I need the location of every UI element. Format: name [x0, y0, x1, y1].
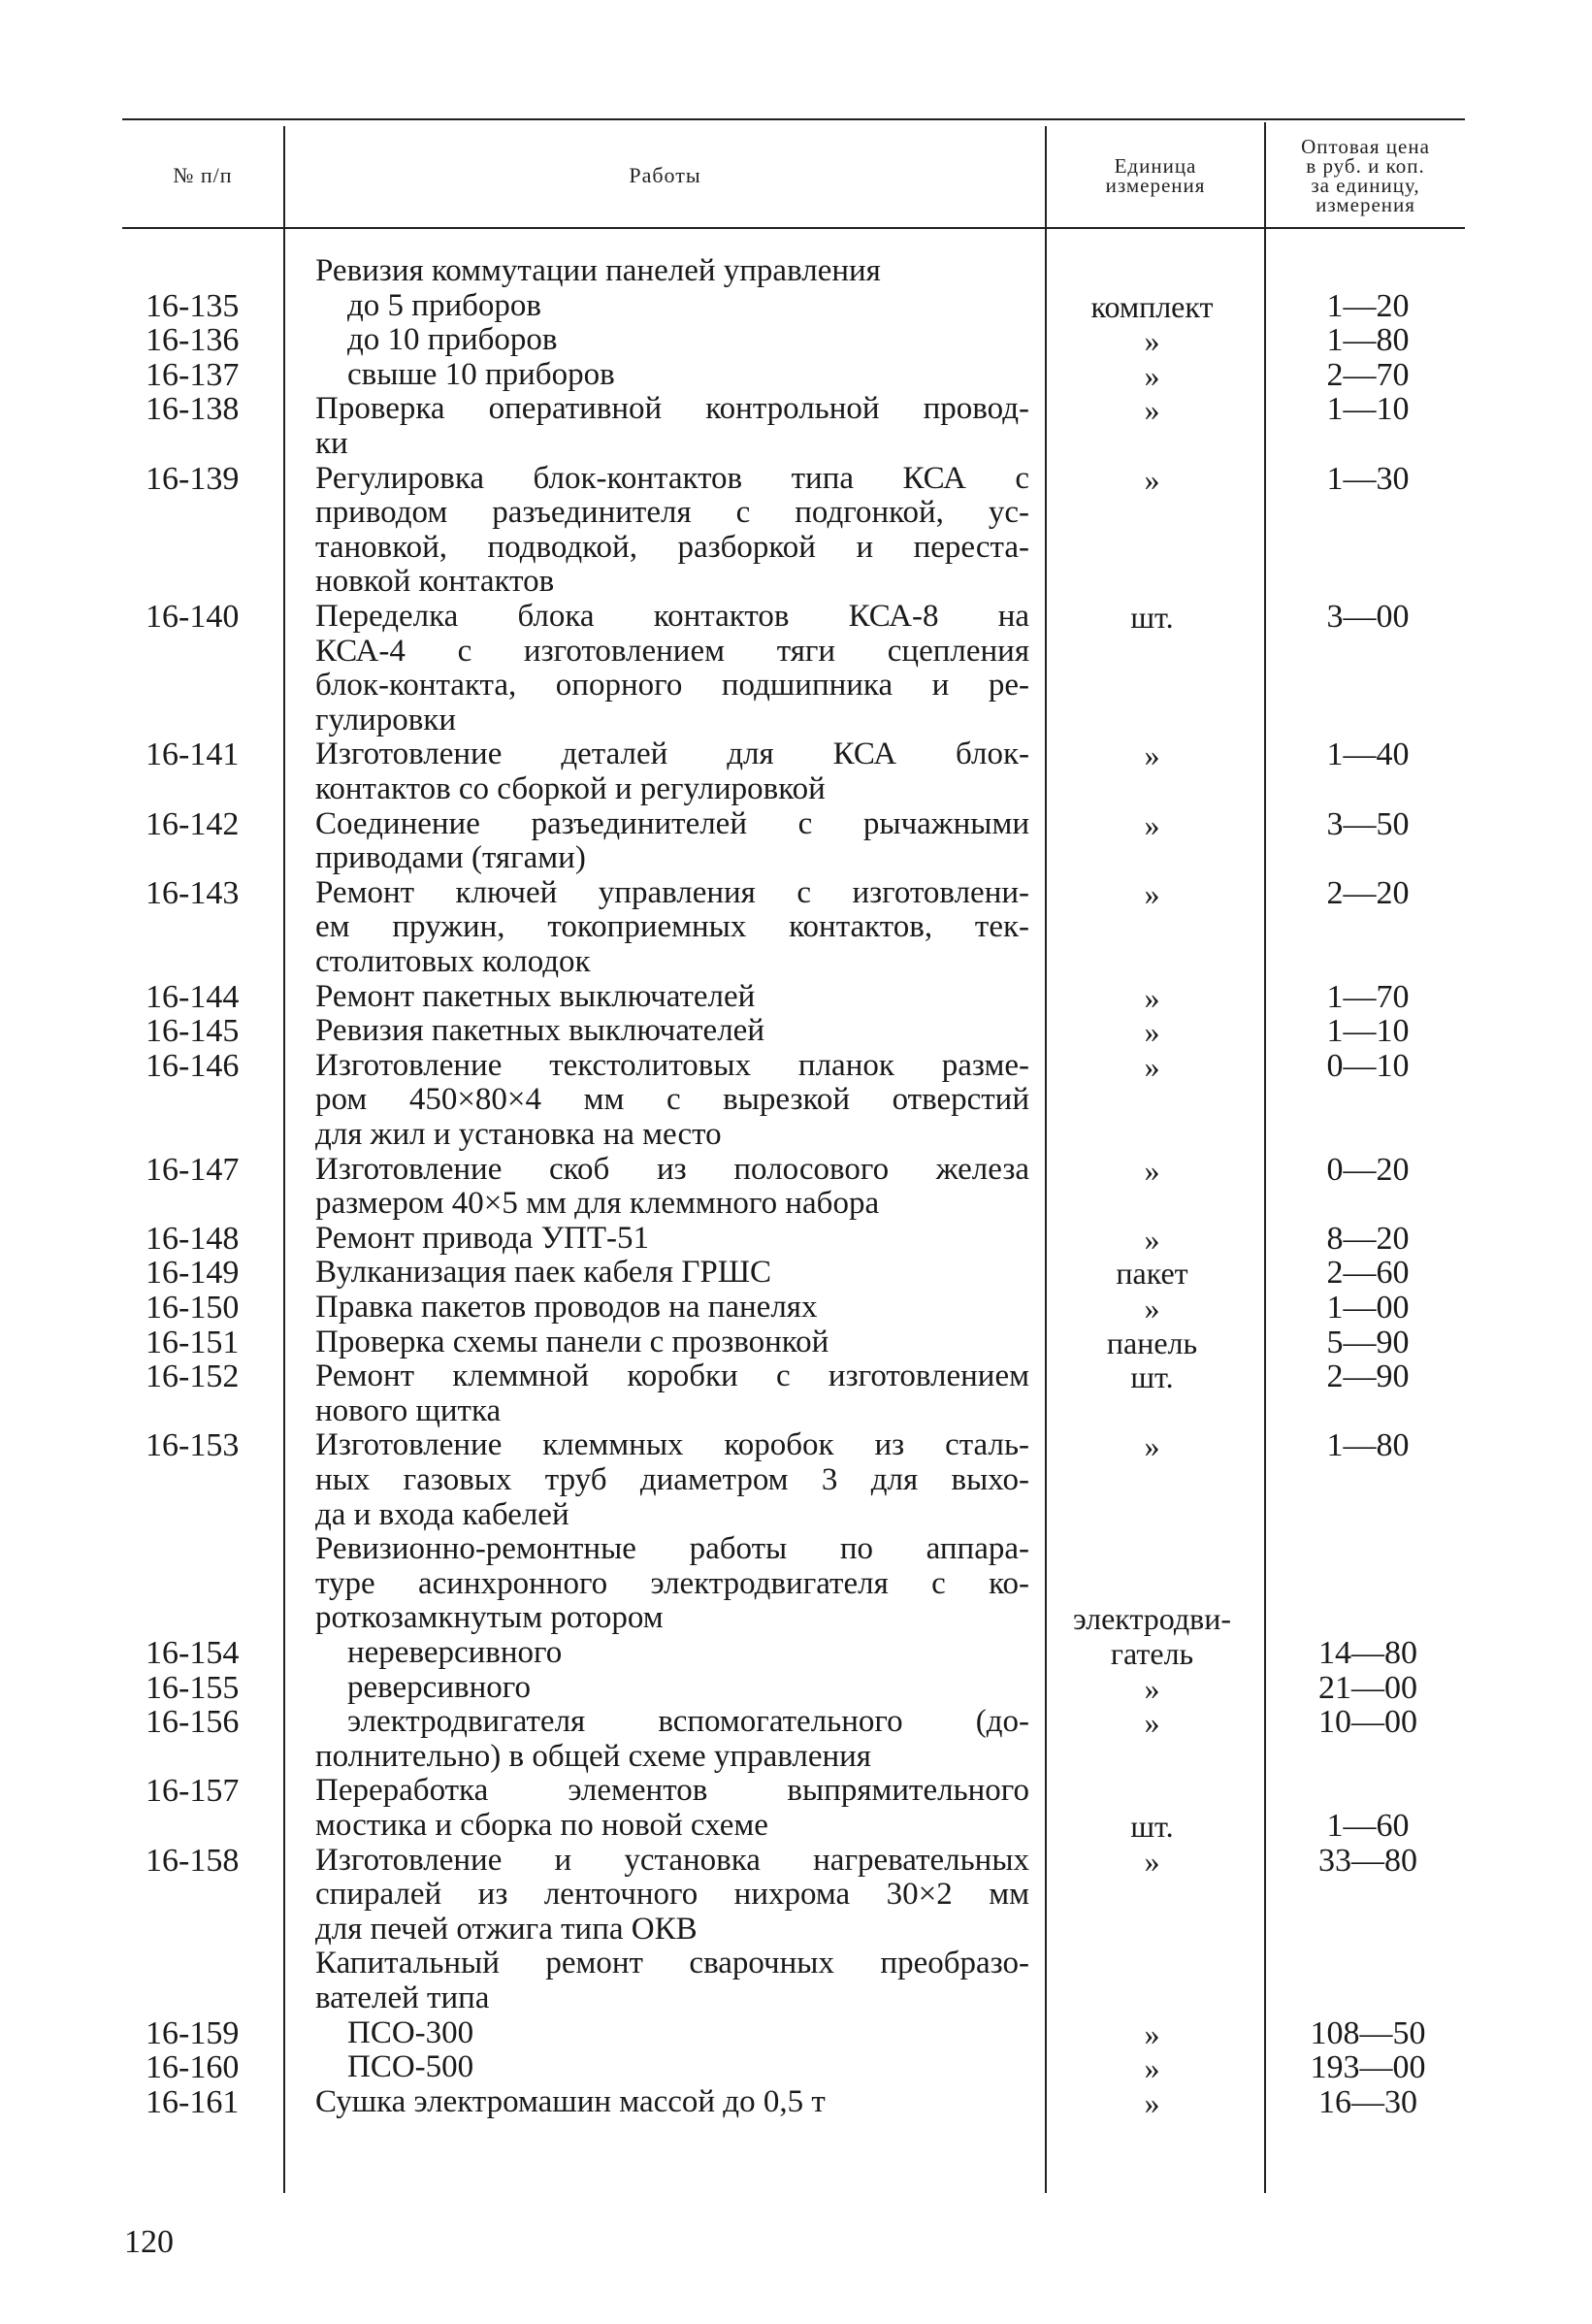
row-work-description — [315, 1774, 1029, 1843]
row-work-line: Правка пакетов проводов на панелях — [315, 1290, 818, 1325]
row-work-description — [315, 2050, 1029, 2085]
row-number: 16-141 — [146, 736, 240, 773]
row-number: 16-136 — [146, 322, 240, 359]
row-number: 16-158 — [146, 1842, 240, 1879]
row-work-description — [315, 1947, 1029, 2015]
row-number: 16-159 — [146, 2014, 240, 2051]
row-work-line: Капитальный ремонт сварочных преобразо- — [315, 1946, 1029, 1981]
row-work-description — [315, 1222, 1029, 1257]
row-number: 16-138 — [146, 391, 240, 428]
row-work-description — [315, 1359, 1029, 1428]
row-unit: » — [1144, 1428, 1160, 1464]
row-number: 16-152 — [146, 1358, 240, 1395]
row-work-description — [315, 254, 1029, 289]
row-work-line: контактов со сборкой и регулировкой — [315, 770, 826, 806]
row-price: 1—40 — [1326, 736, 1410, 773]
row-work-line: приводом разъединителя с подгонкой, ус- — [315, 495, 1029, 531]
row-unit: » — [1144, 1014, 1160, 1050]
row-work-line: размером 40×5 мм для клеммного набора — [315, 1186, 880, 1222]
row-work-line: электродвигателя вспомогательного (до- — [347, 1704, 1029, 1740]
row-work-description — [315, 358, 1029, 393]
row-work-line: ПСО-500 — [347, 2049, 474, 2085]
row-number: 16-140 — [146, 599, 240, 635]
row-unit: » — [1144, 357, 1160, 393]
row-work-line: тановкой, подводкой, разборкой и переста- — [315, 529, 1029, 565]
row-work-description — [315, 2016, 1029, 2051]
row-price: 2—70 — [1326, 356, 1410, 393]
row-work-line: столитовых колодок — [315, 943, 591, 979]
row-unit: шт. — [1130, 1359, 1174, 1395]
row-number: 16-147 — [146, 1151, 240, 1188]
header-unit-line-1: Единица — [1114, 154, 1197, 178]
row-unit: » — [1144, 1048, 1160, 1084]
row-work-description — [315, 2085, 1029, 2120]
row-number: 16-156 — [146, 1704, 240, 1741]
row-work-line: блок-контакта, опорного подшипника и ре- — [315, 668, 1029, 704]
row-unit: » — [1144, 1843, 1160, 1879]
row-work-line: Ревизия коммутации панелей управления — [315, 253, 881, 288]
row-price: 1—10 — [1326, 1013, 1410, 1050]
row-number: 16-161 — [146, 2083, 240, 2120]
row-price: 108—50 — [1310, 2014, 1426, 2051]
row-work-line: Ремонт привода УПТ-51 — [315, 1220, 650, 1256]
row-number: 16-142 — [146, 805, 240, 842]
row-work-description — [315, 1014, 1029, 1049]
row-work-line: Изготовление скоб из полосового железа — [315, 1151, 1029, 1187]
row-number: 16-151 — [146, 1324, 240, 1360]
row-unit: шт. — [1130, 1808, 1174, 1844]
row-work-line: нового щитка — [315, 1392, 502, 1428]
row-number: 16-137 — [146, 356, 240, 393]
row-work-description — [315, 1671, 1029, 1706]
header-price-line-2: в руб. и коп. — [1306, 154, 1425, 178]
row-work-line: Ремонт ключей управления с изготовлени- — [315, 874, 1029, 910]
row-work-line: Соединение разъединителей с рычажными — [315, 805, 1029, 841]
row-number: 16-144 — [146, 978, 240, 1015]
row-number: 16-160 — [146, 2049, 240, 2086]
row-work-line: полнительно) в общей схеме управления — [315, 1738, 871, 1774]
row-number: 16-139 — [146, 460, 240, 497]
row-work-line: спиралей из ленточного нихрома 30×2 мм — [315, 1877, 1029, 1913]
row-work-line: Изготовление клеммных коробок из сталь- — [315, 1427, 1029, 1463]
row-work-line: Регулировка блок-контактов типа КСА с — [315, 460, 1029, 496]
row-work-description — [315, 1532, 1029, 1636]
row-price: 1—60 — [1326, 1807, 1410, 1844]
row-price: 2—90 — [1326, 1358, 1410, 1395]
row-work-description — [315, 1153, 1029, 1222]
row-unit: » — [1144, 875, 1160, 911]
row-unit: » — [1144, 2015, 1160, 2051]
row-work-description — [315, 1636, 1029, 1671]
row-work-line: ром 450×80×4 мм с вырезкой отверстий — [315, 1082, 1029, 1118]
row-unit: » — [1144, 1670, 1160, 1706]
row-work-line: Изготовление и установка нагревательных — [315, 1842, 1029, 1878]
row-unit: электродви- гатель — [1072, 1601, 1232, 1672]
row-number: 16-157 — [146, 1773, 240, 1810]
row-price: 21—00 — [1318, 1669, 1417, 1706]
row-work-description — [315, 980, 1029, 1015]
row-work-line: нереверсивного — [347, 1635, 563, 1670]
row-work-description — [315, 600, 1029, 737]
row-number: 16-155 — [146, 1669, 240, 1706]
row-work-line: свыше 10 приборов — [347, 356, 615, 392]
row-work-line: для печей отжига типа ОКВ — [315, 1911, 698, 1947]
row-work-line: КСА-4 с изготовлением тяги сцепления — [315, 633, 1029, 669]
row-price: 1—30 — [1326, 460, 1410, 497]
row-price: 1—10 — [1326, 391, 1410, 428]
row-number: 16-153 — [146, 1427, 240, 1464]
row-work-description — [315, 876, 1029, 980]
row-price: 16—30 — [1318, 2083, 1417, 2120]
row-number: 16-143 — [146, 874, 240, 911]
row-number: 16-150 — [146, 1290, 240, 1326]
header-unit-line-2: измерения — [1105, 174, 1206, 197]
row-work-line: роткозамкнутым ротором — [315, 1600, 664, 1636]
row-number: 16-154 — [146, 1635, 240, 1671]
row-unit: » — [1144, 392, 1160, 428]
row-unit: » — [1144, 737, 1160, 773]
header-price-line-1: Оптовая цена — [1301, 135, 1430, 158]
row-work-line: приводами (тягами) — [315, 840, 586, 876]
row-unit: » — [1144, 979, 1160, 1015]
row-price: 1—20 — [1326, 287, 1410, 324]
row-work-line: да и входа кабелей — [315, 1496, 569, 1532]
row-price: 10—00 — [1318, 1704, 1417, 1741]
row-work-description — [315, 1291, 1029, 1326]
row-unit: » — [1144, 323, 1160, 359]
row-unit: комплект — [1090, 288, 1214, 324]
row-work-line: ем пружин, токоприемных контактов, тек- — [315, 909, 1029, 945]
row-unit: пакет — [1116, 1256, 1188, 1292]
row-work-line: ных газовых труб диаметром 3 для выхо- — [315, 1461, 1029, 1497]
row-price: 0—10 — [1326, 1047, 1410, 1084]
row-work-line: новкой контактов — [315, 564, 555, 600]
row-work-description — [315, 807, 1029, 876]
row-number: 16-148 — [146, 1220, 240, 1257]
row-unit: » — [1144, 806, 1160, 842]
row-unit: » — [1144, 2050, 1160, 2086]
row-unit: » — [1144, 1291, 1160, 1326]
row-work-line: Ревизия пакетных выключателей — [315, 1013, 764, 1049]
row-work-line: вателей типа — [315, 1980, 490, 2015]
row-work-line: Изготовление текстолитовых планок разме- — [315, 1047, 1029, 1083]
row-work-line: туре асинхронного электродвигателя с ко- — [315, 1565, 1029, 1601]
row-work-description — [315, 1326, 1029, 1360]
header-work-label: Работы — [629, 163, 701, 187]
row-work-description — [315, 1705, 1029, 1774]
row-work-description — [315, 1256, 1029, 1291]
row-work-line: до 10 приборов — [347, 322, 558, 358]
row-work-line: Проверка оперативной контрольной провод- — [315, 391, 1029, 427]
row-work-line: Проверка схемы панели с прозвонкой — [315, 1324, 829, 1359]
row-work-line: реверсивного — [347, 1669, 531, 1705]
row-unit: » — [1144, 1705, 1160, 1741]
page-number: 120 — [124, 2224, 174, 2260]
row-price: 33—80 — [1318, 1842, 1417, 1879]
row-price: 3—50 — [1326, 805, 1410, 842]
row-price: 8—20 — [1326, 1220, 1410, 1257]
row-work-line: для жил и установка на место — [315, 1116, 722, 1152]
row-work-line: Изготовление деталей для КСА блок- — [315, 736, 1029, 772]
row-price: 1—80 — [1326, 322, 1410, 359]
row-price: 1—80 — [1326, 1427, 1410, 1464]
row-work-description — [315, 1049, 1029, 1153]
row-price: 0—20 — [1326, 1151, 1410, 1188]
row-price: 2—20 — [1326, 874, 1410, 911]
row-work-description — [315, 323, 1029, 358]
row-price: 3—00 — [1326, 599, 1410, 635]
row-price: 5—90 — [1326, 1324, 1410, 1360]
row-unit: » — [1144, 461, 1160, 497]
header-price-line-3: за единицу, — [1311, 174, 1420, 197]
header-price-line-4: измерения — [1316, 193, 1415, 216]
row-price: 14—80 — [1318, 1635, 1417, 1671]
row-work-line: мостика и сборка по новой схеме — [315, 1807, 768, 1843]
row-unit: шт. — [1130, 600, 1174, 635]
row-work-description — [315, 737, 1029, 806]
row-unit: панель — [1106, 1325, 1198, 1360]
row-work-line: Сушка электромашин массой до 0,5 т — [315, 2083, 826, 2119]
row-unit: » — [1144, 1221, 1160, 1257]
row-work-description — [315, 1428, 1029, 1532]
row-work-description — [315, 1844, 1029, 1948]
row-work-line: до 5 приборов — [347, 287, 541, 323]
row-number: 16-149 — [146, 1255, 240, 1292]
header-number-label: № п/п — [173, 163, 233, 187]
row-price: 2—60 — [1326, 1255, 1410, 1292]
row-unit: » — [1144, 2084, 1160, 2120]
row-work-description — [315, 392, 1029, 461]
row-work-description — [315, 289, 1029, 324]
row-price: 1—70 — [1326, 978, 1410, 1015]
row-work-line: Переработка элементов выпрямительного — [315, 1773, 1029, 1809]
row-number: 16-135 — [146, 287, 240, 324]
row-unit: » — [1144, 1152, 1160, 1188]
row-number: 16-145 — [146, 1013, 240, 1050]
row-work-line: Ремонт пакетных выключателей — [315, 978, 756, 1014]
row-work-line: Переделка блока контактов КСА-8 на — [315, 599, 1029, 634]
row-work-line: ПСО-300 — [347, 2014, 474, 2050]
row-number: 16-146 — [146, 1047, 240, 1084]
row-work-line: гулировки — [315, 702, 456, 737]
row-work-line: Вулканизация паек кабеля ГРШС — [315, 1255, 772, 1291]
row-work-line: ки — [315, 425, 348, 461]
row-price: 193—00 — [1310, 2049, 1426, 2086]
row-work-description — [315, 462, 1029, 600]
row-price: 1—00 — [1326, 1290, 1410, 1326]
row-work-line: Ремонт клеммной коробки с изготовлением — [315, 1358, 1029, 1394]
row-work-line: Ревизионно-ремонтные работы по аппара- — [315, 1531, 1029, 1567]
